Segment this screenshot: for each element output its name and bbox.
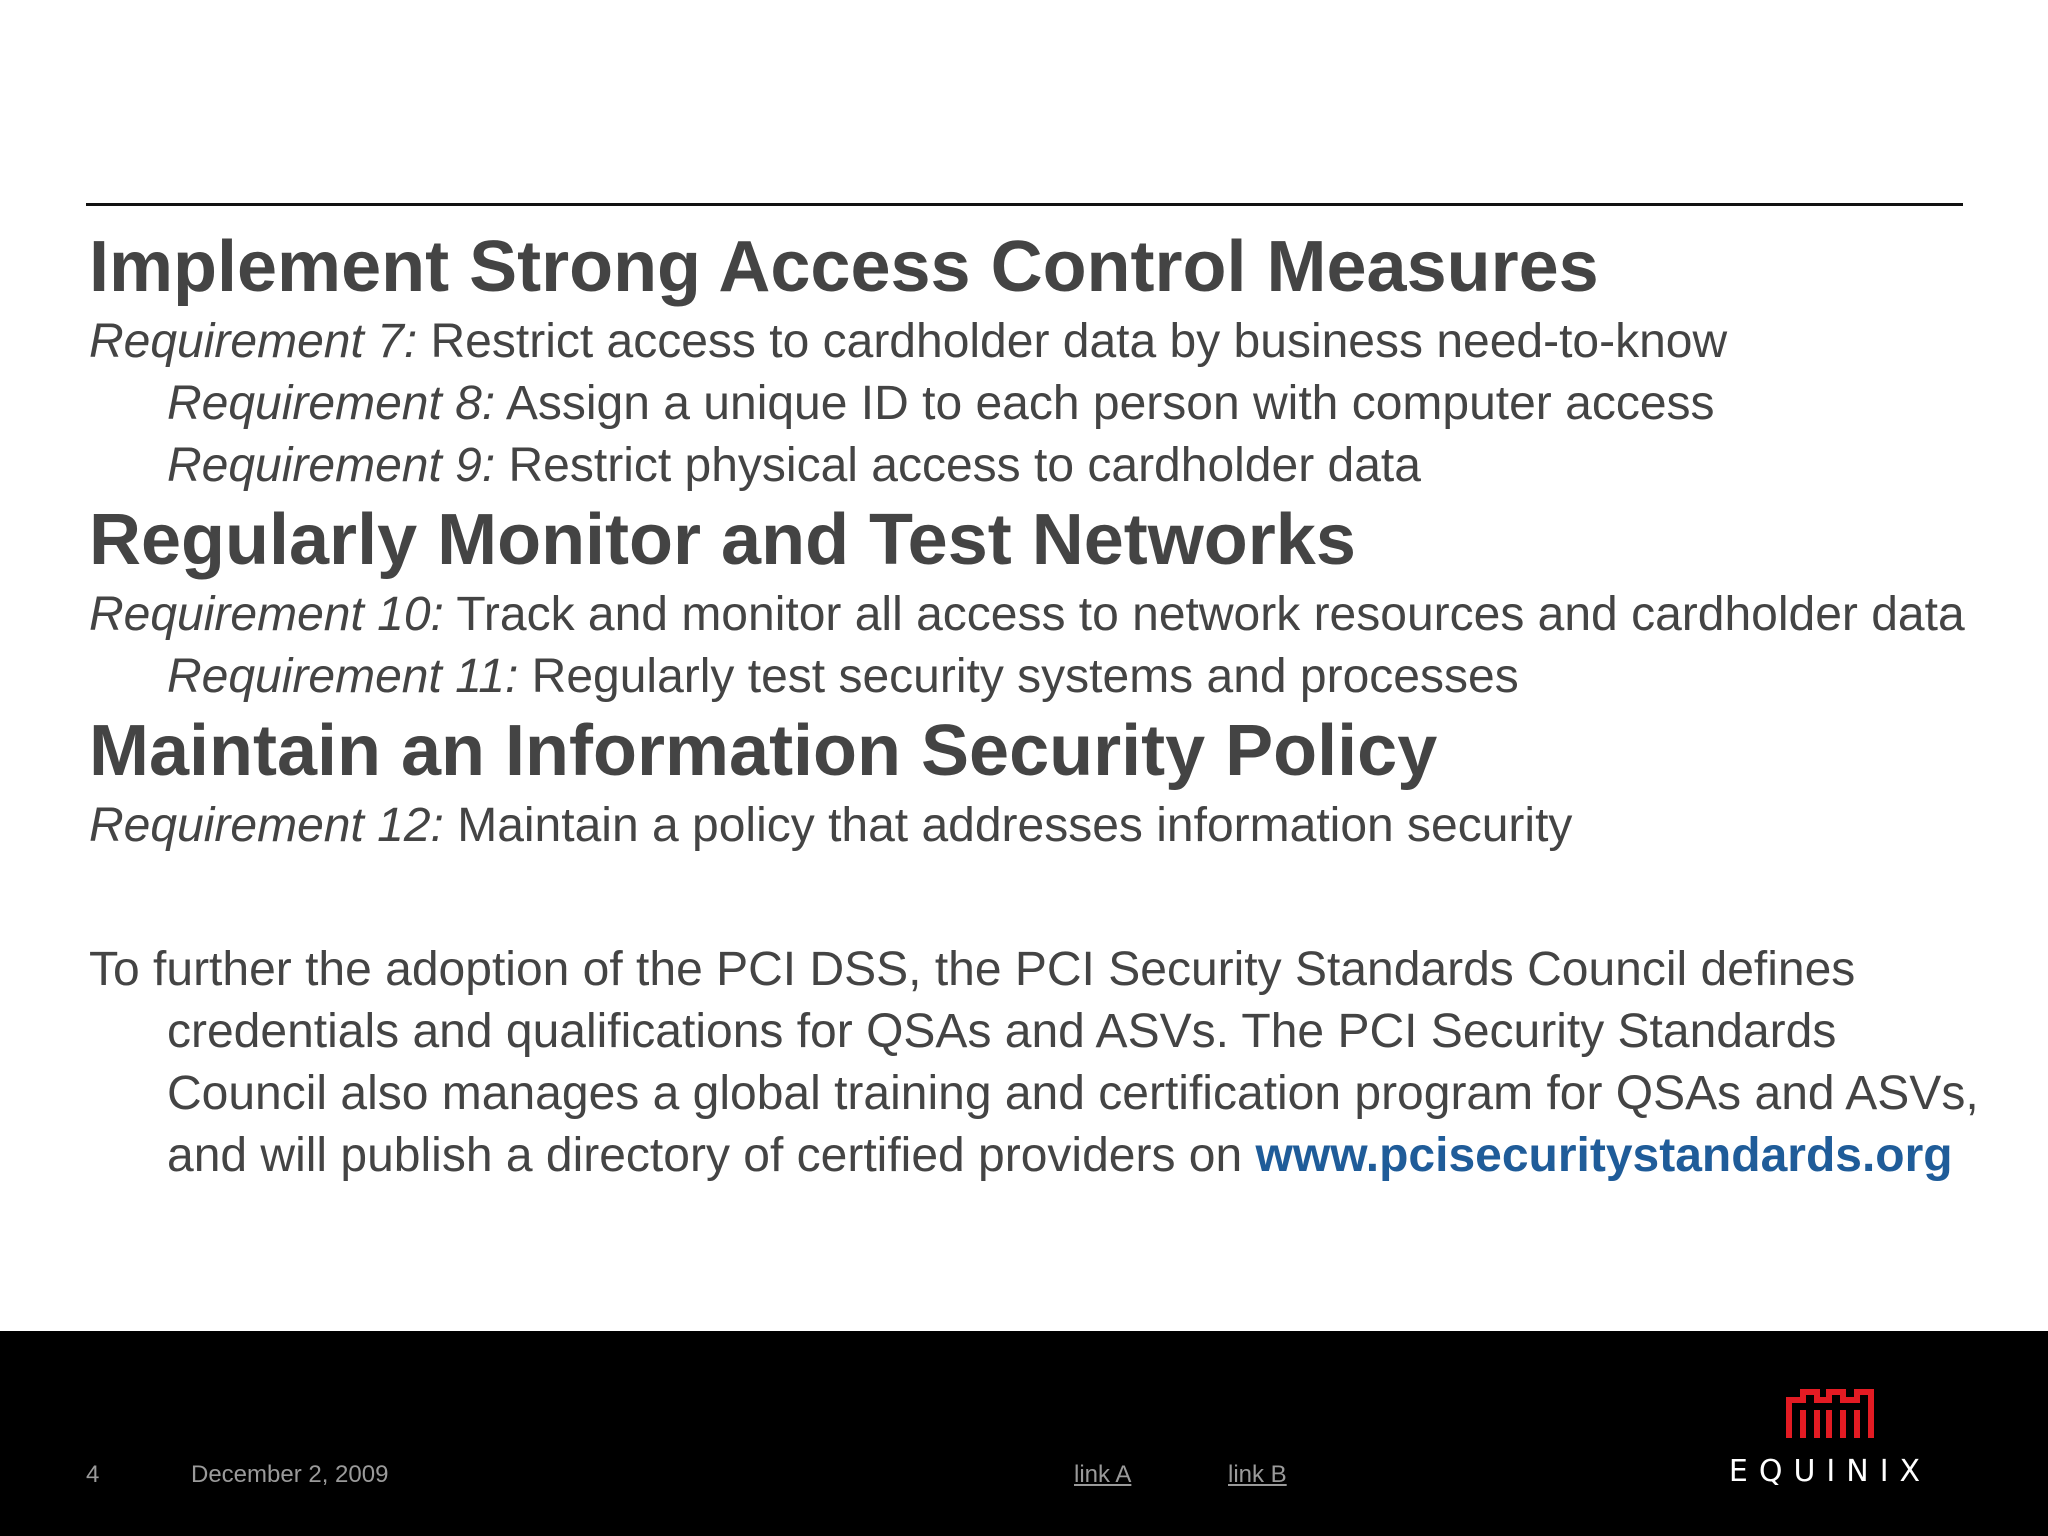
closing-paragraph: [89, 939, 1989, 1187]
requirements-monitor-test: [89, 584, 1989, 708]
requirements-security-policy: [89, 795, 1989, 857]
requirement-text: Regularly test security systems and processes: [518, 650, 1519, 703]
slide-body: [89, 227, 1989, 1187]
requirement-label: Requirement 10:: [89, 588, 444, 641]
section-heading-access-control: Implement Strong Access Control Measures: [89, 227, 1599, 307]
equinix-logo-text: EQUINIX: [1728, 1454, 1932, 1489]
footer-date: December 2, 2009: [191, 1461, 389, 1488]
requirement-label: Requirement 7:: [89, 315, 418, 368]
requirement-9: [89, 435, 1989, 497]
requirement-label: Requirement 8:: [167, 377, 496, 430]
requirement-text: Maintain a policy that addresses information security: [443, 799, 1573, 852]
footer-link-a[interactable]: link A: [1074, 1461, 1132, 1488]
page-number: 4: [86, 1461, 100, 1488]
section-heading-monitor-test: Regularly Monitor and Test Networks: [89, 500, 1356, 580]
section-heading-security-policy: Maintain an Information Security Policy: [89, 711, 1438, 791]
equinix-logo: [1720, 1388, 1940, 1493]
requirement-text: Assign a unique ID to each person with computer access: [495, 377, 1715, 430]
requirement-12: [89, 795, 1989, 857]
requirement-label: Requirement 9:: [167, 439, 496, 492]
title-divider: [86, 203, 1963, 206]
requirement-7: [89, 311, 1989, 373]
requirement-text: Track and monitor all access to network resources and cardholder data: [443, 588, 1965, 641]
requirement-label: Requirement 11:: [167, 650, 519, 703]
requirement-10: [89, 584, 1989, 646]
closing-text: To further the adoption of the PCI DSS, the PCI Security Standards Council defines credentials and qualifications for QSAs and ASVs. The PCI Security Standards Council also manages a global training and certification program for QSAs and ASVs, and will publish a directory of certified providers on: [89, 943, 1979, 1182]
equinix-logo-mark-icon: [1785, 1388, 1875, 1440]
requirement-label: Requirement 12:: [89, 799, 444, 852]
requirement-11: [89, 646, 1989, 708]
spacer: [89, 869, 1989, 939]
requirement-text: Restrict physical access to cardholder data: [495, 439, 1421, 492]
requirement-8: [89, 373, 1989, 435]
requirement-text: Restrict access to cardholder data by business need-to-know: [417, 315, 1728, 368]
footer-link-b[interactable]: link B: [1228, 1461, 1287, 1488]
requirements-access-control: [89, 311, 1989, 497]
pci-website-link[interactable]: www.pcisecuritystandards.org: [1255, 1129, 1953, 1182]
footer-bar: [0, 1331, 2048, 1536]
